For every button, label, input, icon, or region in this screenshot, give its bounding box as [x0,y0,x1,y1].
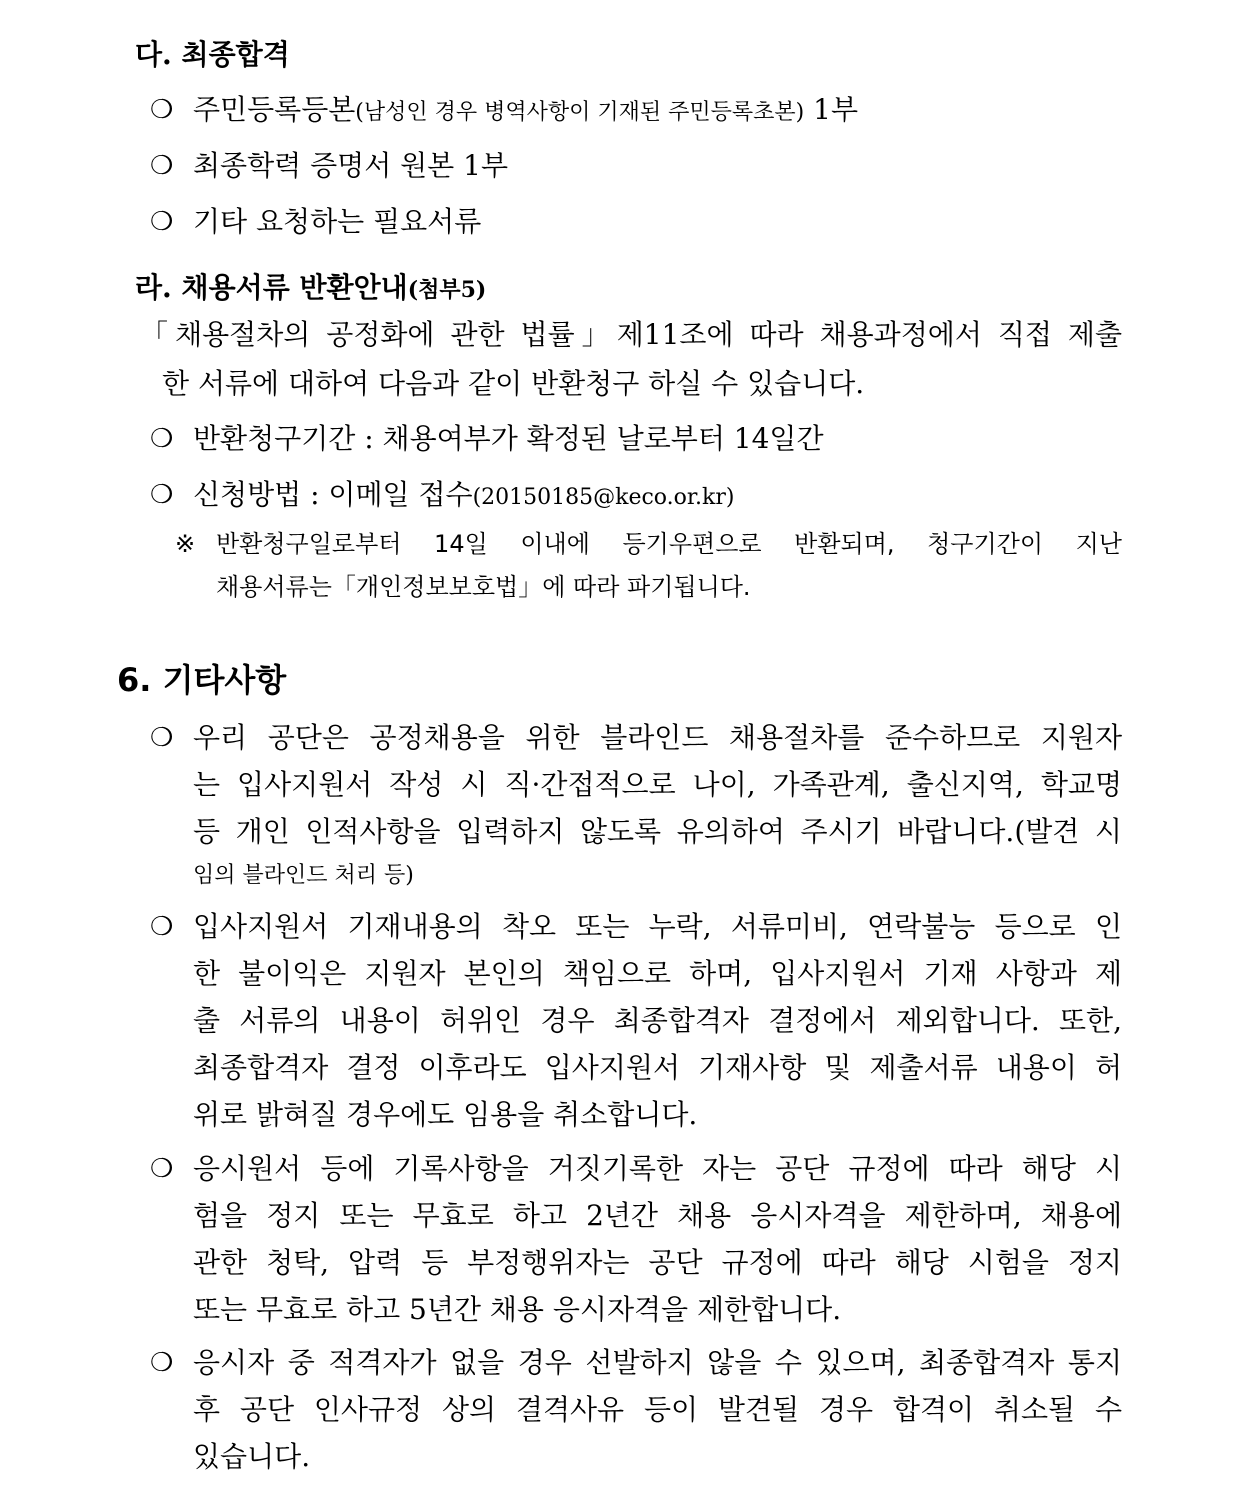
section-ra-heading-text: 라. 채용서류 반환안내 [135,271,408,304]
s6-item-3-line-3: 관한 청탁, 압력 등 부정행위자는 공단 규정에 따라 해당 시험을 정지 [193,1246,1122,1279]
s6-item-3-line-2: 험을 정지 또는 무효로 하고 2년간 채용 응시자격을 제한하며, 채용에 [193,1199,1122,1232]
s6-item-2-line-2: 한 불이익은 지원자 본인의 책임으로 하며, 입사지원서 기재 사항과 제 [193,957,1122,990]
bullet-icon: ❍ [150,424,174,454]
s6-item-3-line-4: 또는 무효로 하고 5년간 채용 응시자격을 제한합니다. [193,1293,842,1326]
s6-item-1-line-4: 임의 블라인드 처리 등) [193,863,414,888]
note-mark-icon: ※ [175,530,196,558]
da-item-1-main: 주민등록등본 [193,93,356,126]
bullet-icon: ❍ [150,723,174,753]
ra-note-line-2: 채용서류는「개인정보보호법」에 따라 파기됩니다. [216,573,751,601]
ra-item-2 [193,477,734,516]
s6-item-2-line-1: 입사지원서 기재내용의 착오 또는 누락, 서류미비, 연락불능 등으로 인 [193,910,1122,943]
s6-item-4-line-2: 후 공단 인사규정 상의 결격사유 등이 발견될 경우 합격이 취소될 수 [193,1393,1122,1426]
ra-item-1: 반환청구기간 : 채용여부가 확정된 날로부터 14일간 [193,422,824,455]
s6-item-1-line-1: 우리 공단은 공정채용을 위한 블라인드 채용절차를 준수하므로 지원자 [193,721,1122,754]
ra-intro-line-2: 한 서류에 대하여 다음과 같이 반환청구 하실 수 있습니다. [162,367,865,400]
da-item-3: 기타 요청하는 필요서류 [193,205,482,238]
bullet-icon: ❍ [150,151,174,181]
s6-item-2-line-5: 위로 밝혀질 경우에도 임용을 취소합니다. [193,1098,698,1131]
bullet-icon: ❍ [150,1348,174,1378]
ra-item-2-email: (20150185@keco.or.kr) [472,485,735,510]
section-ra-heading-attach: (첨부5) [407,277,487,303]
ra-intro-line-1: 「채용절차의 공정화에 관한 법률」제11조에 따라 채용과정에서 직접 제출 [140,318,1122,351]
s6-item-4-line-1: 응시자 중 적격자가 없을 경우 선발하지 않을 수 있으며, 최종합격자 통지 [193,1346,1122,1379]
s6-item-1-line-3: 등 개인 인적사항을 입력하지 않도록 유의하여 주시기 바랍니다.(발견 시 [193,815,1122,848]
bullet-icon: ❍ [150,480,174,510]
s6-item-3-line-1: 응시원서 등에 기록사항을 거짓기록한 자는 공단 규정에 따라 해당 시 [193,1152,1122,1185]
s6-item-4-line-3: 있습니다. [193,1440,311,1473]
s6-item-2-line-4: 최종합격자 결정 이후라도 입사지원서 기재사항 및 제출서류 내용이 허 [193,1051,1122,1084]
section-ra-heading [135,270,486,308]
section-da-heading: 다. 최종합격 [135,38,290,71]
bullet-icon: ❍ [150,912,174,942]
da-item-2: 최종학력 증명서 원본 1부 [193,149,508,182]
s6-item-1-line-2: 는 입사지원서 작성 시 직·간접적으로 나이, 가족관계, 출신지역, 학교명 [193,768,1122,801]
da-item-1-tail: 1부 [804,93,858,126]
bullet-icon: ❍ [150,207,174,237]
da-item-1-paren: (남성인 경우 병역사항이 기재된 주민등록초본) [355,100,805,125]
bullet-icon: ❍ [150,95,174,125]
ra-item-2-main: 신청방법 : 이메일 접수 [193,478,473,511]
s6-item-2-line-3: 출 서류의 내용이 허위인 경우 최종합격자 결정에서 제외합니다. 또한, [193,1004,1122,1037]
bullet-icon: ❍ [150,1154,174,1184]
da-item-1 [193,92,858,131]
ra-note-line-1: 반환청구일로부터 14일 이내에 등기우편으로 반환되며, 청구기간이 지난 [216,530,1122,558]
section-6-heading: 6. 기타사항 [117,661,287,699]
